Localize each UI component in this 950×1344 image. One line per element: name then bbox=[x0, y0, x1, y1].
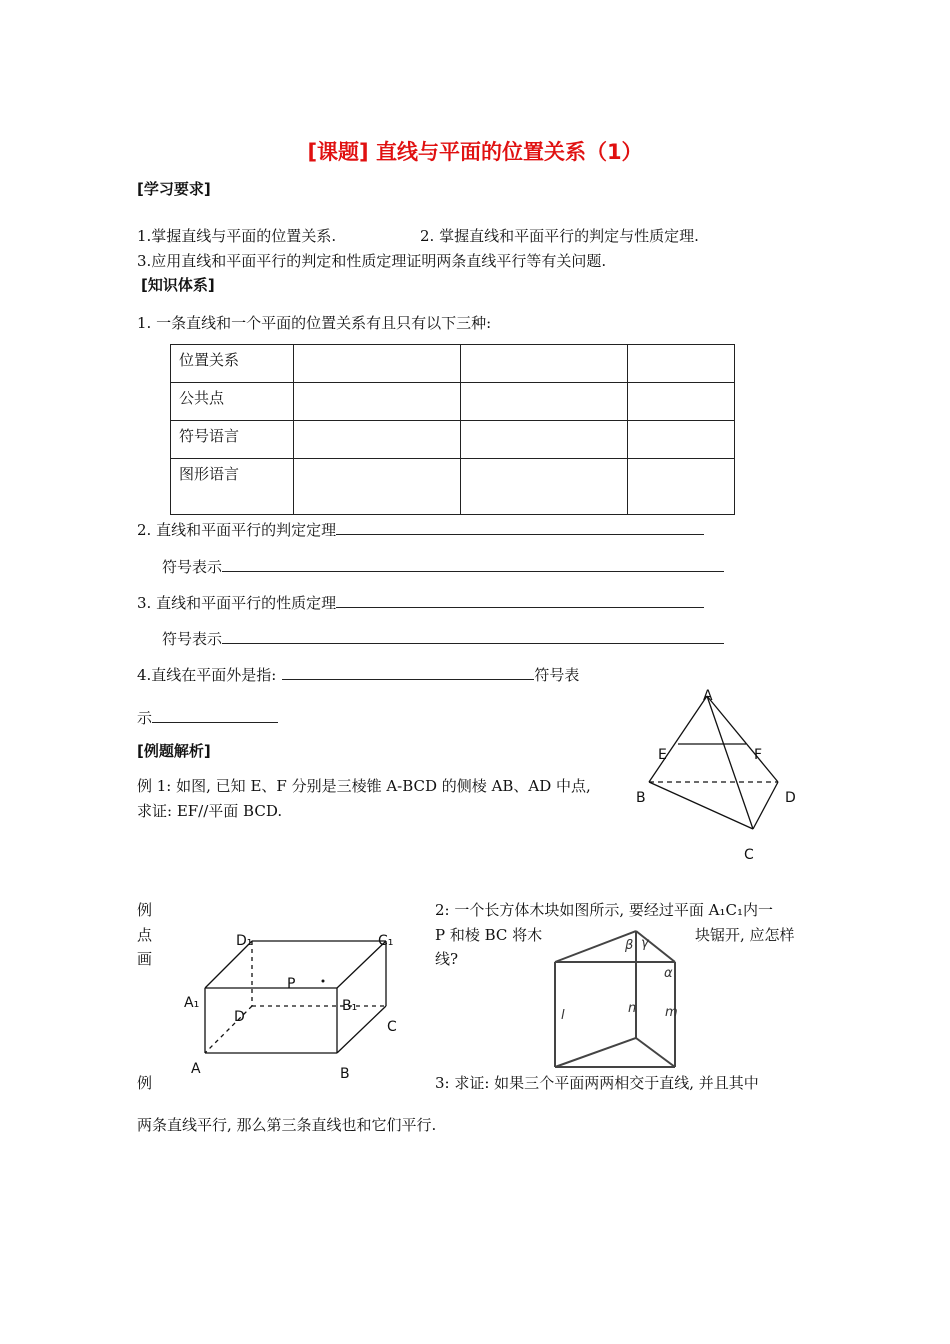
label-a1: A₁ bbox=[184, 995, 200, 1011]
page-title: [课题] 直线与平面的位置关系（1） bbox=[307, 140, 643, 164]
knowledge-q3-symbol bbox=[162, 628, 724, 650]
example-3-col: 例 bbox=[137, 1074, 153, 1092]
label-a: A bbox=[703, 688, 713, 704]
label-b: B bbox=[636, 790, 646, 806]
label-p: P bbox=[287, 976, 296, 992]
label-c: C bbox=[744, 847, 754, 863]
table-cell bbox=[461, 383, 628, 421]
table-row-label: 公共点 bbox=[171, 383, 294, 421]
position-table bbox=[170, 344, 735, 515]
label-c1: C₁ bbox=[378, 933, 394, 949]
table-row-label: 位置关系 bbox=[171, 345, 294, 383]
edge-ab bbox=[649, 696, 707, 782]
edge-ac bbox=[707, 696, 753, 829]
fill-blank bbox=[222, 629, 724, 644]
tetrahedron-figure bbox=[625, 688, 815, 868]
label-f: F bbox=[754, 747, 763, 763]
edge-ad bbox=[707, 696, 778, 782]
prism-figure bbox=[545, 925, 695, 1073]
table-cell bbox=[628, 459, 735, 515]
label-c: C bbox=[387, 1019, 397, 1035]
knowledge-q3-sym-text: 符号表示 bbox=[162, 630, 223, 648]
label-l: l bbox=[561, 1008, 565, 1023]
knowledge-q2-sym-text: 符号表示 bbox=[162, 558, 223, 576]
label-d1: D₁ bbox=[236, 933, 253, 949]
knowledge-heading: [知识体系] bbox=[141, 276, 215, 294]
label-beta: β bbox=[625, 938, 634, 953]
study-req-heading: [学习要求] bbox=[137, 180, 211, 198]
knowledge-q4-text: 4.直线在平面外是指: bbox=[137, 666, 277, 684]
example-2-line-3: 线? bbox=[435, 950, 459, 968]
examples-heading: [例题解析] bbox=[137, 742, 211, 760]
knowledge-q3 bbox=[137, 592, 704, 614]
edge-top-left bbox=[555, 931, 636, 962]
label-gamma: γ bbox=[641, 936, 649, 951]
knowledge-q3-text: 3. 直线和平面平行的性质定理 bbox=[137, 594, 337, 612]
example-2-line-2a: P 和棱 BC 将木 bbox=[435, 926, 543, 944]
label-d: D bbox=[234, 1009, 245, 1025]
knowledge-q2-symbol bbox=[162, 556, 724, 578]
label-b: B bbox=[340, 1066, 350, 1082]
fill-blank bbox=[222, 557, 724, 572]
table-cell bbox=[628, 383, 735, 421]
table-cell bbox=[294, 345, 461, 383]
knowledge-q2-text: 2. 直线和平面平行的判定定理 bbox=[137, 521, 337, 539]
edge-bottom-left bbox=[555, 1038, 636, 1067]
table-cell bbox=[294, 421, 461, 459]
example-2-col-3: 画 bbox=[137, 950, 153, 968]
fill-blank bbox=[152, 708, 278, 723]
point-p bbox=[322, 980, 325, 983]
knowledge-q1: 1. 一条直线和一个平面的位置关系有且只有以下三种: bbox=[137, 314, 492, 332]
table-cell bbox=[461, 345, 628, 383]
label-b1: B₁ bbox=[342, 998, 358, 1014]
edge-da-hidden bbox=[205, 1006, 252, 1053]
example-2-line-2b: 块锯开, 应怎样 bbox=[695, 926, 795, 944]
example-1-line-2: 求证: EF//平面 BCD. bbox=[137, 802, 283, 820]
knowledge-q2 bbox=[137, 519, 704, 541]
label-alpha: α bbox=[664, 966, 673, 981]
example-2-col-1: 例 bbox=[137, 901, 153, 919]
example-2-col-2: 点 bbox=[137, 926, 153, 944]
table-row-label: 符号语言 bbox=[171, 421, 294, 459]
knowledge-q4 bbox=[137, 664, 579, 686]
label-a: A bbox=[191, 1061, 201, 1077]
study-req-item-3: 3.应用直线和平面平行的判定和性质定理证明两条直线平行等有关问题. bbox=[137, 252, 607, 270]
table-cell bbox=[628, 345, 735, 383]
cuboid-figure bbox=[175, 925, 410, 1085]
edge-dc bbox=[753, 782, 778, 829]
table-row-label: 图形语言 bbox=[171, 459, 294, 515]
knowledge-q4-symbol bbox=[137, 707, 278, 729]
label-e: E bbox=[658, 747, 667, 763]
label-n: n bbox=[628, 1001, 637, 1016]
table-cell bbox=[294, 459, 461, 515]
fill-blank bbox=[282, 665, 534, 680]
label-d: D bbox=[785, 790, 796, 806]
study-req-item-1: 1.掌握直线与平面的位置关系. bbox=[137, 227, 337, 245]
edge-bottom-right bbox=[636, 1038, 675, 1067]
table-cell bbox=[461, 421, 628, 459]
study-req-item-2: 2. 掌握直线和平面平行的判定与性质定理. bbox=[420, 227, 699, 245]
table-cell bbox=[628, 421, 735, 459]
example-3-line-1: 3: 求证: 如果三个平面两两相交于直线, 并且其中 bbox=[435, 1074, 759, 1092]
example-2-line-1: 2: 一个长方体木块如图所示, 要经过平面 A₁C₁内一 bbox=[435, 901, 774, 919]
example-1-line-1: 例 1: 如图, 已知 E、F 分别是三棱锥 A-BCD 的侧棱 AB、AD 中点, bbox=[137, 777, 591, 795]
table-cell bbox=[461, 459, 628, 515]
table-cell bbox=[294, 383, 461, 421]
knowledge-q4-sym-a: 符号表 bbox=[534, 666, 580, 684]
fill-blank bbox=[336, 593, 704, 608]
edge-bc bbox=[649, 782, 753, 829]
label-m: m bbox=[665, 1005, 678, 1020]
example-3-line-2: 两条直线平行, 那么第三条直线也和它们平行. bbox=[137, 1116, 437, 1134]
fill-blank bbox=[336, 520, 704, 535]
knowledge-q4-sym-b: 示 bbox=[137, 709, 153, 727]
